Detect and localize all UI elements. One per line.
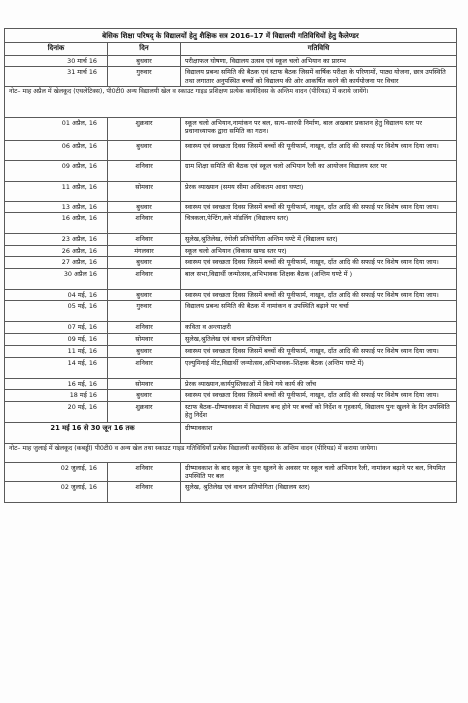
row-activity: स्वास्थ्य एवं स्वच्छता दिवस जिसमें बच्चों की यूनीफार्म, नाखून, दाँत आदि की सफाई पर विशेष ध्यान दिया जाय। bbox=[181, 289, 457, 300]
header-day: दिन bbox=[108, 43, 181, 55]
table-header-row bbox=[5, 43, 457, 55]
row-date: 11 अप्रैल, 16 bbox=[5, 181, 108, 201]
table-row bbox=[5, 334, 457, 346]
row-activity: सुलेख,श्रुतिलेख, रंगोली प्रतियोगिता अन्तिम घण्टे में (विद्यालय स्तर) bbox=[181, 234, 457, 245]
row-date: 06 अप्रैल, 16 bbox=[5, 140, 108, 160]
row-activity: स्टाफ बैठक–ग्रीष्मावकाश में विद्यालय बन्द होने पर बच्चों को निर्देश व गृहकार्य, विद्यालय पुनः खुलने के दिन उपस्थिति हेतु निर्देश bbox=[181, 401, 457, 422]
row-day: गुरुवार bbox=[108, 67, 181, 87]
row-day: बुधवार bbox=[108, 55, 181, 66]
row-activity: विद्यालय प्रबन्ध समिति की बैठक में नामांकन व उपस्थिति बढ़ाने पर चर्चा bbox=[181, 301, 457, 322]
row-activity: कविता व अन्त्याक्षरी bbox=[181, 322, 457, 334]
row-day: शनिवार bbox=[108, 213, 181, 234]
row-activity: स्वास्थ्य एवं स्वच्छता दिवस जिसमें बच्चों की यूनीफार्म, नाखून, दाँत आदि की सफाई पर विशेष ध्यान दिया जाय। bbox=[181, 257, 457, 268]
row-date: 30 अप्रैल 16 bbox=[5, 268, 108, 289]
row-activity: प्रेरक व्याख्यान,कार्यपुस्तिकाओं में किये गये कार्य की जाँच bbox=[181, 378, 457, 389]
row-day: बुधवार bbox=[108, 257, 181, 268]
row-day: बुधवार bbox=[108, 346, 181, 357]
row-date: 31 मार्च 16 bbox=[5, 67, 108, 87]
table-row bbox=[5, 322, 457, 334]
table-row bbox=[5, 181, 457, 201]
row-date: 04 मई, 16 bbox=[5, 289, 108, 300]
table-row bbox=[5, 245, 457, 256]
note-text: नोट– माह जुलाई में खेलकूद (कबड्डी) पी0टी0 व अन्य खेल तथा स्काउट गाइड गतिविधियाँ प्रत्येक विद्यालयी कार्यदिवस के अन्तिम वादन (पीरियड) में कराया जायेगा। bbox=[5, 443, 457, 462]
header-date: दिनांक bbox=[5, 43, 108, 55]
row-activity: विद्यालय प्रबन्ध समिति की बैठक एवं स्टाफ बैठक जिसमें वार्षिक परीक्षा के परिणामों, पाठ्य योजना, छात्र उपस्थिति तथा लगातार अनुपस्थित बच्चों को विद्यालय की ओर आकर्षित करने की कार्ययोजना पर विचार bbox=[181, 67, 457, 87]
row-date: 05 मई, 16 bbox=[5, 301, 108, 322]
row-day: शनिवार bbox=[108, 160, 181, 181]
row-date: 16 अप्रैल, 16 bbox=[5, 213, 108, 234]
row-date: 18 मई 16 bbox=[5, 390, 108, 401]
table-row bbox=[5, 268, 457, 289]
table-row bbox=[5, 390, 457, 401]
row-activity: बाल सभा,विद्यार्थी जन्मोत्सव,अभिभावक शिक्षक बैठक (अन्तिम घण्टे में ) bbox=[181, 268, 457, 289]
table-row bbox=[5, 213, 457, 234]
row-day: शुक्रवार bbox=[108, 117, 181, 140]
row-day: सोमवार bbox=[108, 334, 181, 346]
table-row bbox=[5, 67, 457, 87]
row-day: गुरुवार bbox=[108, 301, 181, 322]
row-activity: प्रेरक व्याख्यान (समय सीमा अधिकतम आधा घण्टा) bbox=[181, 181, 457, 201]
row-activity: स्कूल चलो अभियान (विकास खण्ड स्तर पर) bbox=[181, 245, 457, 256]
row-activity: स्वास्थ्य एवं स्वच्छता दिवस जिसमें बच्चों की यूनीफार्म, नाखून, दाँत आदि की सफाई पर विशेष ध्यान दिया जाय। bbox=[181, 390, 457, 401]
row-activity: ग्राम शिक्षा समिति की बैठक एवं स्कूल चलो अभियान रैली का आयोजन विद्यालय स्तर पर bbox=[181, 160, 457, 181]
row-day: शनिवार bbox=[108, 322, 181, 334]
note-row bbox=[5, 443, 457, 462]
row-day: बुधवार bbox=[108, 140, 181, 160]
row-activity: एल्युमिनाई मीट,विद्यार्थी जन्मोत्सव,अभिभावक–शिक्षक बैठक (अन्तिम घण्टे में) bbox=[181, 357, 457, 378]
row-date: 30 मार्च 16 bbox=[5, 55, 108, 66]
row-day: शनिवार bbox=[108, 462, 181, 482]
table-row bbox=[5, 257, 457, 268]
row-day: बुधवार bbox=[108, 201, 181, 212]
row-date: 20 मई, 16 bbox=[5, 401, 108, 422]
table-row bbox=[5, 357, 457, 378]
row-date: 14 मई, 16 bbox=[5, 357, 108, 378]
row-activity: सुलेख, श्रुतिलेख एवं वाचन प्रतियोगिता (विद्यालय स्तर) bbox=[181, 482, 457, 503]
row-day: शनिवार bbox=[108, 234, 181, 245]
note-text: नोट– माह अप्रैल में खेलकूद (एथलेटिक्स), पी0टी0 अन्य विद्यालयी खेल व स्काउट गाइड प्रशिक्षण प्रत्येक कार्यदिवस के अन्तिम वादन (पीरियड) में कराये जायेंगे। bbox=[5, 86, 457, 117]
row-date: 26 अप्रैल, 16 bbox=[5, 245, 108, 256]
table-row bbox=[5, 401, 457, 422]
row-day: बुधवार bbox=[108, 390, 181, 401]
row-date: 13 अप्रैल, 16 bbox=[5, 201, 108, 212]
row-activity: स्वास्थ्य एवं स्वच्छता दिवस जिसमें बच्चों की यूनीफार्म, नाखून, दाँत आदि की सफाई पर विशेष ध्यान दिया जाय। bbox=[181, 201, 457, 212]
row-date: 02 जुलाई, 16 bbox=[5, 482, 108, 503]
row-day: शनिवार bbox=[108, 482, 181, 503]
row-day: सोमवार bbox=[108, 378, 181, 389]
row-activity: ग्रीष्मावकाश के बाद स्कूल के पुनः खुलने के अवसर पर स्कूल चलो अभियान रैली, नामांकन बढ़ाने पर बल, नियमित उपस्थिति पर बल bbox=[181, 462, 457, 482]
holiday-row bbox=[5, 422, 457, 443]
row-day: मंगलवार bbox=[108, 245, 181, 256]
table-row bbox=[5, 234, 457, 245]
holiday-date: 21 मई 16 से 30 जून 16 तक bbox=[5, 422, 181, 443]
row-day: सोमवार bbox=[108, 181, 181, 201]
row-date: 02 जुलाई, 16 bbox=[5, 462, 108, 482]
holiday-activity: ग्रीष्मावकाश bbox=[181, 422, 457, 443]
row-activity: स्वास्थ्य एवं स्वच्छता दिवस जिसमें बच्चों की यूनीफार्म, नाखून, दाँत आदि की सफाई पर विशेष ध्यान दिया जाय। bbox=[181, 346, 457, 357]
row-date: 07 मई, 16 bbox=[5, 322, 108, 334]
row-activity: परीक्षाफल घोषणा, विद्यालय उत्सव एवं स्कूल चलो अभियान का प्रारम्भ bbox=[181, 55, 457, 66]
table-row bbox=[5, 289, 457, 300]
table-row bbox=[5, 462, 457, 482]
row-date: 23 अप्रैल, 16 bbox=[5, 234, 108, 245]
row-date: 01 अप्रैल, 16 bbox=[5, 117, 108, 140]
row-activity: चित्रकला,पेन्टिंग,क्ले मॉडलिंग (विद्यालय स्तर) bbox=[181, 213, 457, 234]
row-activity: स्कूल चलो अभियान,नामांकन पर बल, सत्य–सारथी निर्माण, बाल अखबार प्रकाशन हेतु विद्यालय स्तर पर प्रधानाध्यापक द्वारा समिति का गठन। bbox=[181, 117, 457, 140]
row-date: 16 मई, 16 bbox=[5, 378, 108, 389]
note-row bbox=[5, 86, 457, 117]
header-activity: गतिविधि bbox=[181, 43, 457, 55]
table-row bbox=[5, 346, 457, 357]
table-row bbox=[5, 117, 457, 140]
row-day: बुधवार bbox=[108, 289, 181, 300]
row-day: शनिवार bbox=[108, 268, 181, 289]
row-date: 27 अप्रैल, 16 bbox=[5, 257, 108, 268]
table-row bbox=[5, 378, 457, 389]
row-activity: स्वास्थ्य एवं स्वच्छता दिवस जिसमें बच्चों की यूनीफार्म, नाखून, दाँत आदि की सफाई पर विशेष ध्यान दिया जाय। bbox=[181, 140, 457, 160]
row-date: 09 मई, 16 bbox=[5, 334, 108, 346]
table-row bbox=[5, 482, 457, 503]
row-date: 11 मई, 16 bbox=[5, 346, 108, 357]
row-day: शुक्रवार bbox=[108, 401, 181, 422]
table-row bbox=[5, 301, 457, 322]
row-day: शनिवार bbox=[108, 357, 181, 378]
row-date: 09 अप्रैल, 16 bbox=[5, 160, 108, 181]
table-row bbox=[5, 55, 457, 66]
table-title-row bbox=[5, 29, 457, 43]
calendar-table bbox=[4, 28, 457, 503]
table-row bbox=[5, 140, 457, 160]
row-activity: सुलेख,श्रुतिलेख एवं वाचन प्रतियोगिता bbox=[181, 334, 457, 346]
page-title: बेसिक शिक्षा परिषद् के विद्यालयों हेतु शैक्षिक सत्र 2016–17 में विद्यालयी गतिविधियों हेतु कैलेण्डर bbox=[5, 29, 457, 43]
table-row bbox=[5, 201, 457, 212]
table-row bbox=[5, 160, 457, 181]
